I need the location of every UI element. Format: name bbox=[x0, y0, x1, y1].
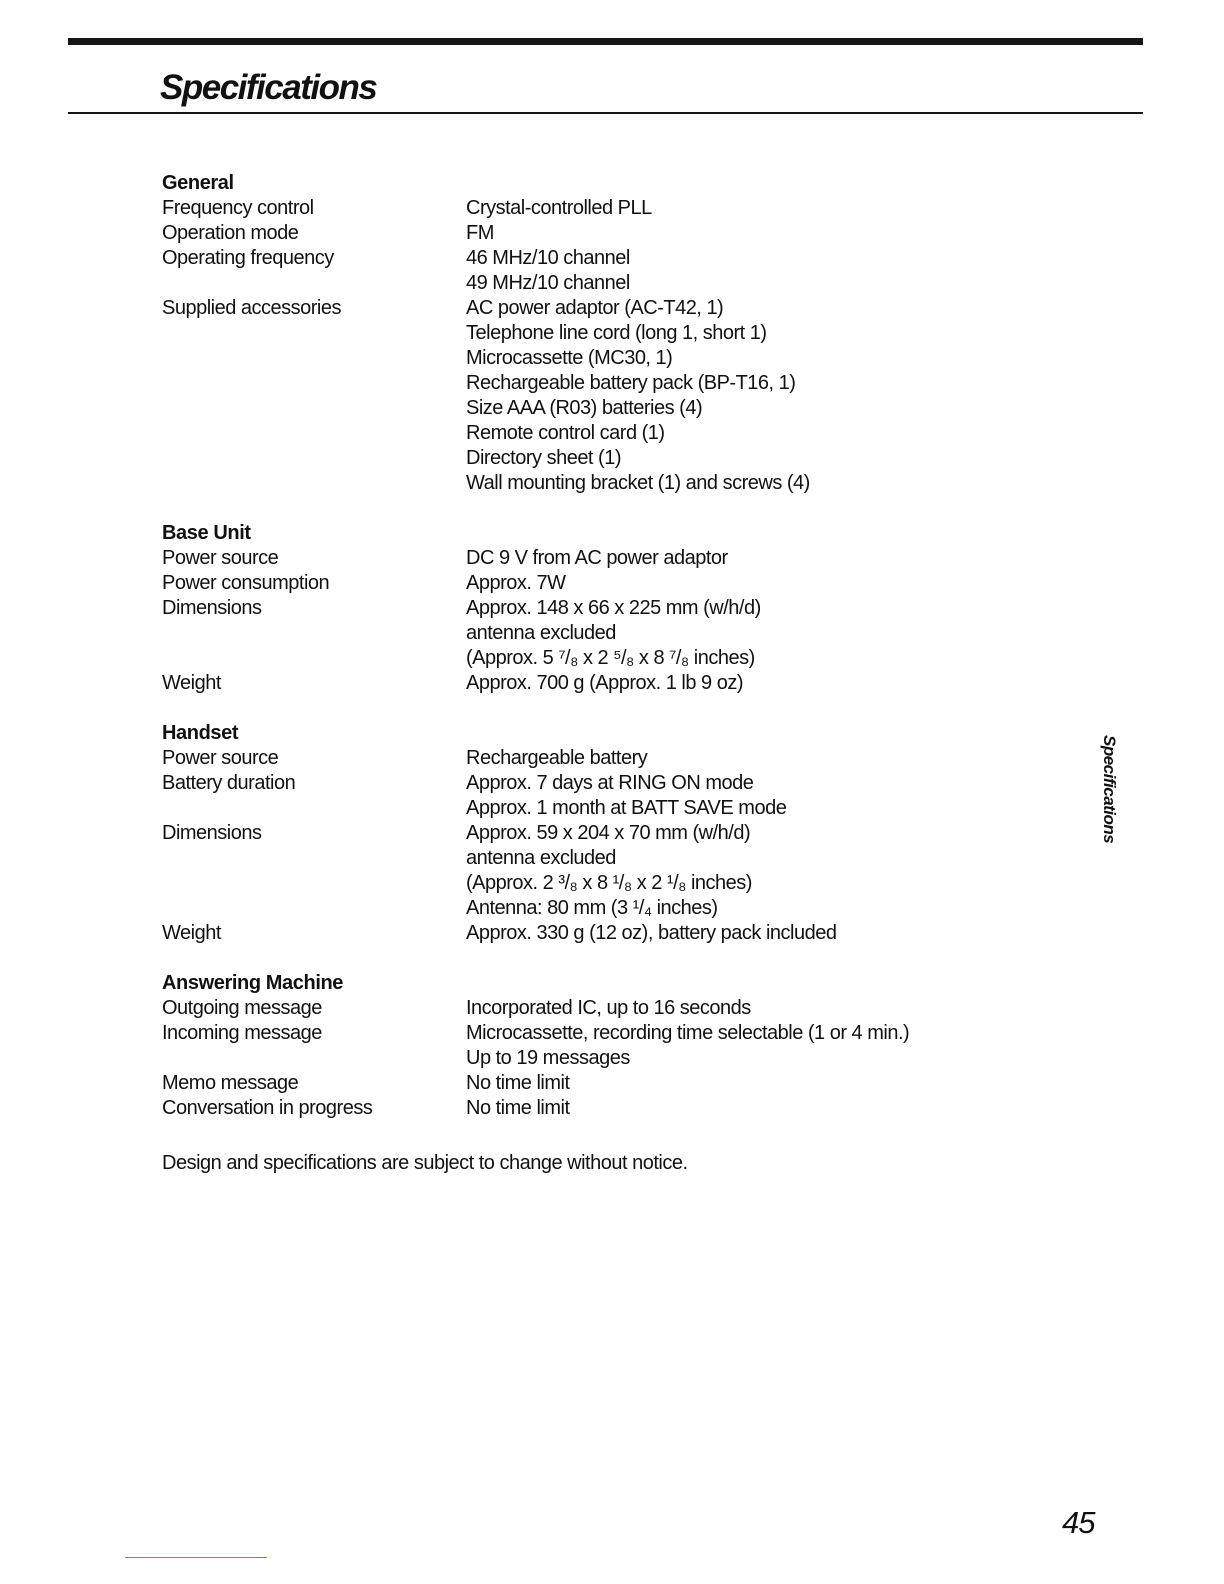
spec-row bbox=[162, 746, 1082, 771]
spec-value: 46 MHz/10 channel bbox=[466, 247, 630, 269]
spec-values bbox=[466, 771, 1082, 821]
spec-label: Power source bbox=[162, 747, 279, 769]
spec-label: Outgoing message bbox=[162, 997, 322, 1019]
spec-label: Dimensions bbox=[162, 822, 262, 844]
spec-section bbox=[162, 521, 1082, 696]
side-tab-label: Specifications bbox=[1100, 735, 1119, 844]
spec-label: Dimensions bbox=[162, 597, 262, 619]
spec-row bbox=[162, 671, 1082, 696]
spec-value: No time limit bbox=[466, 1097, 570, 1119]
spec-row bbox=[162, 221, 1082, 246]
spec-row bbox=[162, 296, 1082, 496]
spec-label: Operation mode bbox=[162, 222, 299, 244]
spec-section bbox=[162, 171, 1082, 496]
spec-value: Rechargeable battery bbox=[466, 747, 648, 769]
spec-values bbox=[466, 571, 1082, 596]
spec-row bbox=[162, 921, 1082, 946]
spec-row bbox=[162, 771, 1082, 821]
spec-label: Weight bbox=[162, 672, 221, 694]
spec-section bbox=[162, 721, 1082, 946]
spec-value: Approx. 700 g (Approx. 1 lb 9 oz) bbox=[466, 672, 743, 694]
page-title: Specifications bbox=[160, 68, 377, 107]
spec-value: Approx. 7W bbox=[466, 572, 566, 594]
spec-value: FM bbox=[466, 222, 494, 244]
spec-value: (Approx. 2 ³/₈ x 8 ¹/₈ x 2 ¹/₈ inches) bbox=[466, 872, 752, 894]
spec-row bbox=[162, 996, 1082, 1021]
spec-row bbox=[162, 596, 1082, 671]
spec-value: Remote control card (1) bbox=[466, 422, 665, 444]
spec-row bbox=[162, 546, 1082, 571]
spec-section bbox=[162, 971, 1082, 1121]
spec-value: Microcassette (MC30, 1) bbox=[466, 347, 673, 369]
spec-values bbox=[466, 746, 1082, 771]
spec-label: Incoming message bbox=[162, 1022, 322, 1044]
spec-label: Memo message bbox=[162, 1072, 299, 1094]
spec-values bbox=[466, 996, 1082, 1021]
page-number: 45 bbox=[1062, 1505, 1095, 1540]
spec-value: No time limit bbox=[466, 1072, 570, 1094]
spec-row bbox=[162, 1021, 1082, 1071]
spec-values bbox=[466, 1096, 1082, 1121]
spec-value: Antenna: 80 mm (3 ¹/₄ inches) bbox=[466, 897, 718, 919]
spec-value: 49 MHz/10 channel bbox=[466, 272, 630, 294]
spec-values bbox=[466, 546, 1082, 571]
spec-value: Approx. 330 g (12 oz), battery pack included bbox=[466, 922, 837, 944]
spec-values bbox=[466, 671, 1082, 696]
spec-row bbox=[162, 571, 1082, 596]
spec-label: Power consumption bbox=[162, 572, 330, 594]
spec-value: Wall mounting bracket (1) and screws (4) bbox=[466, 472, 810, 494]
spec-value: Approx. 148 x 66 x 225 mm (w/h/d) bbox=[466, 597, 761, 619]
spec-value: Approx. 1 month at BATT SAVE mode bbox=[466, 797, 787, 819]
spec-value: Crystal-controlled PLL bbox=[466, 197, 652, 219]
spec-row bbox=[162, 246, 1082, 296]
spec-label: Battery duration bbox=[162, 772, 296, 794]
spec-values bbox=[466, 821, 1082, 921]
spec-label: Operating frequency bbox=[162, 247, 334, 269]
spec-value: Rechargeable battery pack (BP-T16, 1) bbox=[466, 372, 796, 394]
spec-value: antenna excluded bbox=[466, 622, 616, 644]
spec-label: Weight bbox=[162, 922, 221, 944]
spec-values bbox=[466, 246, 1082, 296]
spec-values bbox=[466, 296, 1082, 496]
spec-value: Microcassette, recording time selectable (1 or 4 min.) bbox=[466, 1022, 910, 1044]
spec-values bbox=[466, 1071, 1082, 1096]
spec-value: Size AAA (R03) batteries (4) bbox=[466, 397, 703, 419]
spec-value: Incorporated IC, up to 16 seconds bbox=[466, 997, 751, 1019]
section-heading: Handset bbox=[162, 722, 239, 744]
title-underline bbox=[68, 112, 1143, 114]
spec-value: AC power adaptor (AC-T42, 1) bbox=[466, 297, 724, 319]
spec-row bbox=[162, 1096, 1082, 1121]
spec-value: antenna excluded bbox=[466, 847, 616, 869]
specifications-list bbox=[162, 171, 1082, 1121]
section-heading: Answering Machine bbox=[162, 972, 344, 994]
spec-row bbox=[162, 821, 1082, 921]
spec-label: Conversation in progress bbox=[162, 1097, 373, 1119]
spec-values bbox=[466, 1021, 1082, 1071]
header-rule bbox=[68, 38, 1143, 45]
spec-value: Telephone line cord (long 1, short 1) bbox=[466, 322, 767, 344]
spec-value: (Approx. 5 ⁷/₈ x 2 ⁵/₈ x 8 ⁷/₈ inches) bbox=[466, 647, 755, 669]
spec-values bbox=[466, 596, 1082, 671]
spec-values bbox=[466, 921, 1082, 946]
spec-values bbox=[466, 196, 1082, 221]
spec-label: Supplied accessories bbox=[162, 297, 341, 319]
spec-value: Directory sheet (1) bbox=[466, 447, 621, 469]
spec-value: Approx. 59 x 204 x 70 mm (w/h/d) bbox=[466, 822, 751, 844]
section-heading: Base Unit bbox=[162, 522, 251, 544]
spec-value: Up to 19 messages bbox=[466, 1047, 630, 1069]
spec-label: Frequency control bbox=[162, 197, 314, 219]
change-notice: Design and specifications are subject to change without notice. bbox=[162, 1152, 688, 1174]
section-heading: General bbox=[162, 172, 234, 194]
spec-value: Approx. 7 days at RING ON mode bbox=[466, 772, 754, 794]
spec-row bbox=[162, 196, 1082, 221]
spec-row bbox=[162, 1071, 1082, 1096]
footer-rule bbox=[125, 1557, 267, 1558]
spec-label: Power source bbox=[162, 547, 279, 569]
spec-values bbox=[466, 221, 1082, 246]
spec-value: DC 9 V from AC power adaptor bbox=[466, 547, 728, 569]
